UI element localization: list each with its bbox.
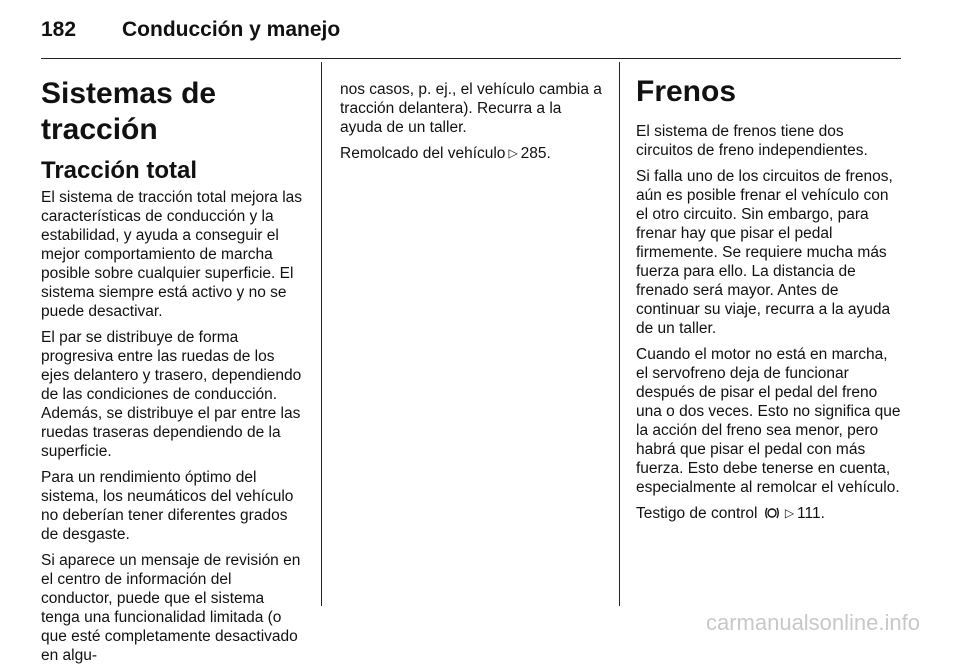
- paragraph: El sistema de frenos tiene dos circuitos de freno independientes.: [636, 123, 868, 159]
- tow-reference-text: Remolcado del vehículo: [340, 145, 506, 162]
- paragraph: Para un rendimiento óptimo del sistema, los neumáticos del vehículo no deberían tener diferentes grados de desgaste.: [41, 469, 294, 543]
- paragraph: El sistema de tracción total mejora las características de conducción y la estabilidad, y ayuda a conseguir el mejor comportamiento de marcha posible sobre cualquier superficie. El sistema siempre está activo y no se puede desactivar.: [41, 189, 303, 320]
- heading-sistemas-de-traccion: Sistemas de tracción: [41, 77, 217, 146]
- column-left: [41, 64, 303, 672]
- paragraph: Cuando el motor no está en marcha, el servofreno deja de funcionar después de pisar el pedal del freno una o dos veces. Esto no significa que la acción del freno sea menor, pero habrá que pisar el pedal con más fuerza. Esto debe tenerse en cuenta, especialmente al remolcar el vehículo.: [636, 346, 901, 496]
- paragraph-indicator-reference: [636, 504, 901, 523]
- paragraph: El par se distribuye de forma progresiva entre las ruedas de los ejes delantero y trasero, dependiendo de las condiciones de conducción. Además, se distribuye el par entre las ruedas traseras dependiendo de la superficie.: [41, 329, 302, 460]
- page-reference-arrow-icon: ▷: [508, 146, 518, 160]
- paragraph: nos casos, p. ej., el vehículo cambia a tracción delantera). Recurra a la ayuda de un taller.: [340, 81, 602, 136]
- indicator-page-link[interactable]: 111.: [797, 505, 825, 522]
- page-header: [41, 10, 901, 58]
- paragraph-tow-reference: [340, 144, 605, 163]
- page-reference-arrow-icon: ▷: [784, 506, 795, 520]
- column-middle: [340, 80, 605, 170]
- page-number: 182: [41, 18, 77, 41]
- paragraph: Si falla uno de los circuitos de frenos, aún es posible frenar el vehículo con el otro circuito. Sin embargo, para frenar hay que pisar el pedal firmemente. Se requiere mucha más fuerza para ello. La distancia de frenado será mayor. Antes de continuar su viaje, recurra a la ayuda de un taller.: [636, 168, 893, 337]
- heading-traccion-total: Tracción total: [41, 157, 198, 184]
- heading-frenos: Frenos: [636, 75, 737, 108]
- column-divider: [619, 62, 620, 606]
- indicator-text: Testigo de control: [636, 505, 758, 522]
- tow-page-link[interactable]: 285.: [520, 145, 551, 162]
- column-divider: [321, 62, 322, 606]
- brake-warning-icon: [764, 506, 780, 520]
- paragraph: Si aparece un mensaje de revisión en el centro de información del conductor, puede que el sistema tenga una funcionalidad limitada (o que esté completamente desactivado en algu-: [41, 552, 301, 664]
- section-title: Conducción y manejo: [122, 18, 341, 41]
- header-rule: [41, 58, 901, 59]
- watermark: carmanualsonline.info: [705, 610, 920, 635]
- column-right: [636, 64, 901, 530]
